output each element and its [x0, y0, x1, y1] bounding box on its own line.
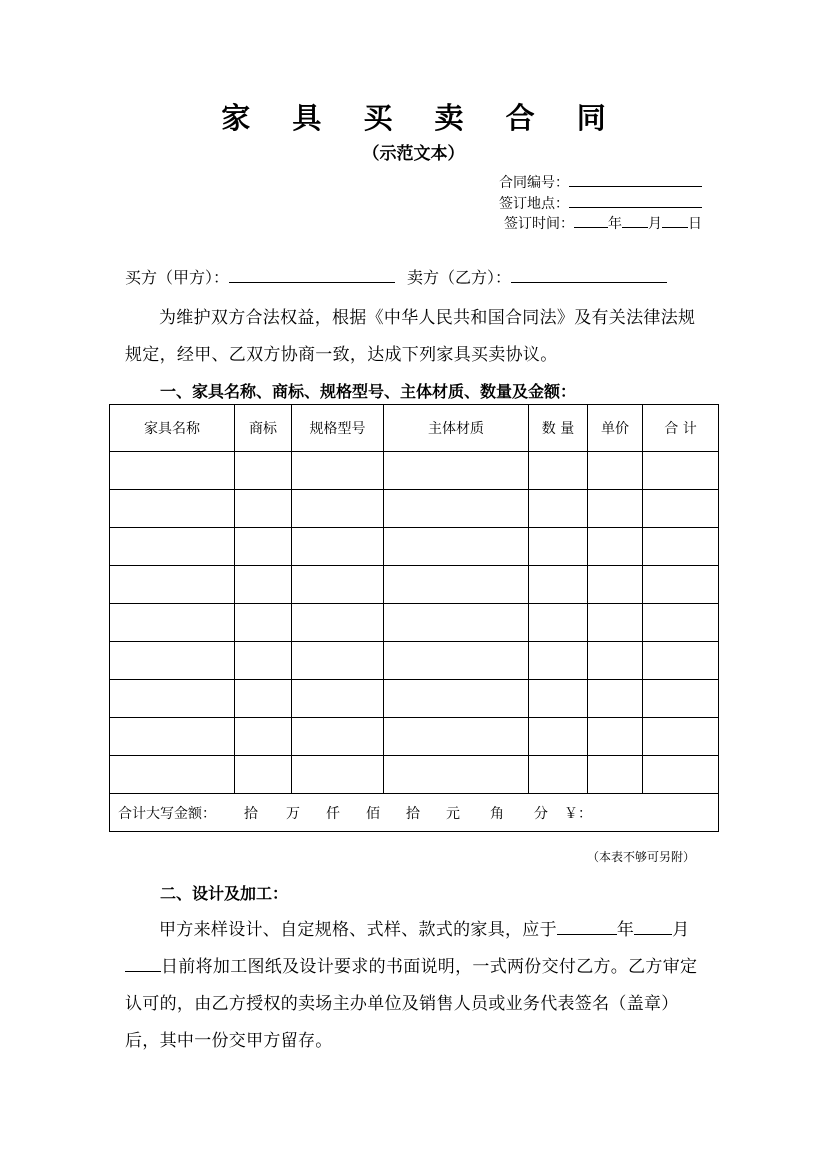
table-cell[interactable]: [384, 566, 529, 604]
table-cell[interactable]: [588, 718, 643, 756]
table-cell[interactable]: [110, 680, 235, 718]
total-row: [110, 794, 719, 832]
table-cell[interactable]: [529, 490, 588, 528]
seller-field[interactable]: [511, 266, 667, 283]
table-cell[interactable]: [384, 452, 529, 490]
table-cell[interactable]: [292, 642, 384, 680]
table-cell[interactable]: [110, 566, 235, 604]
table-cell[interactable]: [384, 718, 529, 756]
table-cell[interactable]: [235, 490, 292, 528]
column-header: 合 计: [643, 405, 719, 452]
table-cell[interactable]: [292, 604, 384, 642]
table-cell[interactable]: [529, 528, 588, 566]
goods-body: [110, 452, 719, 794]
table-cell[interactable]: [643, 756, 719, 794]
table-cell[interactable]: [110, 718, 235, 756]
table-cell[interactable]: [588, 452, 643, 490]
table-cell[interactable]: [110, 452, 235, 490]
table-cell[interactable]: [643, 566, 719, 604]
design-year-field[interactable]: [557, 916, 617, 935]
design-month-field[interactable]: [634, 916, 672, 935]
sign-time-line: [504, 213, 702, 234]
table-cell[interactable]: [643, 680, 719, 718]
table-cell[interactable]: [292, 490, 384, 528]
design-day-field[interactable]: [125, 953, 161, 972]
table-cell[interactable]: [384, 680, 529, 718]
table-cell[interactable]: [110, 756, 235, 794]
table-cell[interactable]: [384, 490, 529, 528]
table-cell[interactable]: [588, 756, 643, 794]
table-cell[interactable]: [529, 642, 588, 680]
table-row: [110, 680, 719, 718]
table-cell[interactable]: [110, 642, 235, 680]
table-row: [110, 756, 719, 794]
table-cell[interactable]: [529, 566, 588, 604]
table-cell[interactable]: [529, 718, 588, 756]
table-cell[interactable]: [384, 528, 529, 566]
total-cell[interactable]: [110, 794, 719, 832]
table-row: [110, 718, 719, 756]
buyer-field[interactable]: [229, 266, 395, 283]
month-label: 月: [648, 216, 662, 232]
table-cell[interactable]: [384, 642, 529, 680]
table-cell[interactable]: [529, 680, 588, 718]
sign-place-field[interactable]: [569, 193, 702, 208]
column-header: 家具名称: [110, 405, 235, 452]
column-header: 商标: [235, 405, 292, 452]
table-cell[interactable]: [235, 604, 292, 642]
table-cell[interactable]: [643, 528, 719, 566]
table-cell[interactable]: [588, 490, 643, 528]
column-header: 规格型号: [292, 405, 384, 452]
section2-text-a: 甲方来样设计、自定规格、式样、款式的家具，应于: [159, 920, 557, 940]
goods-table: [109, 404, 719, 832]
table-row: [110, 604, 719, 642]
table-cell[interactable]: [588, 604, 643, 642]
section2-heading: 二、设计及加工：: [160, 884, 289, 903]
section2-text-b: 日前将加工图纸及设计要求的书面说明，一式两份交付乙方。乙方审定认可的，由乙方授权的卖场主办单位及销售人员或业务代表签名（盖章）后，其中一份交甲方留存。: [125, 957, 698, 1051]
document-title: 家 具 买 卖 合 同: [221, 101, 622, 135]
table-cell[interactable]: [110, 490, 235, 528]
table-cell[interactable]: [235, 642, 292, 680]
contract-number-label: 合同编号：: [499, 175, 569, 191]
table-cell[interactable]: [643, 642, 719, 680]
unit-yen: ￥：: [564, 805, 592, 822]
column-header: 单价: [588, 405, 643, 452]
table-note: （本表不够可另附）: [586, 850, 695, 864]
table-cell[interactable]: [235, 528, 292, 566]
intro-paragraph: 为维护双方合法权益，根据《中华人民共和国合同法》及有关法律法规规定，经甲、乙双方协商一致，达成下列家具买卖协议。: [125, 308, 696, 365]
column-header: 数 量: [529, 405, 588, 452]
table-header-row: [110, 405, 719, 452]
unit-yuan: 元: [446, 805, 460, 822]
sign-time-label: 签订时间：: [504, 216, 574, 232]
table-cell[interactable]: [292, 718, 384, 756]
year-label: 年: [608, 216, 622, 232]
total-label: 合计大写金额：: [118, 805, 216, 822]
table-cell[interactable]: [292, 528, 384, 566]
table-row: [110, 452, 719, 490]
table-cell[interactable]: [588, 528, 643, 566]
table-cell[interactable]: [292, 452, 384, 490]
table-cell[interactable]: [384, 756, 529, 794]
unit-shi-2: 拾: [406, 805, 420, 822]
table-cell[interactable]: [529, 452, 588, 490]
section1-heading: 一、家具名称、商标、规格型号、主体材质、数量及金额：: [160, 382, 577, 401]
sign-month-field[interactable]: [622, 213, 648, 228]
table-cell[interactable]: [643, 718, 719, 756]
table-cell[interactable]: [529, 604, 588, 642]
design-year-label: 年: [616, 920, 635, 940]
table-cell[interactable]: [384, 604, 529, 642]
table-cell[interactable]: [588, 566, 643, 604]
table-cell[interactable]: [110, 604, 235, 642]
unit-bai: 佰: [366, 805, 380, 822]
table-row: [110, 642, 719, 680]
unit-fen: 分: [534, 805, 548, 822]
sign-day-field[interactable]: [662, 213, 688, 228]
table-cell[interactable]: [643, 490, 719, 528]
table-cell[interactable]: [292, 680, 384, 718]
seller-label: 卖方（乙方）：: [407, 268, 512, 287]
table-cell[interactable]: [588, 680, 643, 718]
unit-wan: 万: [286, 805, 300, 822]
buyer-label: 买方（甲方）：: [125, 268, 230, 287]
sign-year-field[interactable]: [574, 213, 608, 228]
table-cell[interactable]: [529, 756, 588, 794]
table-cell[interactable]: [292, 566, 384, 604]
table-cell[interactable]: [235, 452, 292, 490]
sign-place-label: 签订地点：: [499, 196, 569, 212]
table-row: [110, 490, 719, 528]
column-header: 主体材质: [384, 405, 529, 452]
contract-number-field[interactable]: [569, 172, 702, 187]
table-cell[interactable]: [235, 680, 292, 718]
design-month-label: 月: [672, 920, 690, 940]
contract-number-line: [499, 172, 702, 193]
table-cell[interactable]: [292, 756, 384, 794]
table-cell[interactable]: [643, 604, 719, 642]
document-subtitle: （示范文本）: [362, 144, 465, 164]
section2-paragraph: [125, 912, 705, 1060]
table-cell[interactable]: [235, 756, 292, 794]
table-row: [110, 528, 719, 566]
unit-jiao: 角: [490, 805, 504, 822]
day-label: 日: [688, 216, 702, 232]
parties-line: [125, 266, 667, 290]
table-cell[interactable]: [588, 642, 643, 680]
table-cell[interactable]: [235, 718, 292, 756]
unit-shi: 拾: [244, 805, 258, 822]
table-row: [110, 566, 719, 604]
unit-qian: 仟: [326, 805, 340, 822]
table-cell[interactable]: [643, 452, 719, 490]
table-cell[interactable]: [235, 566, 292, 604]
sign-place-line: [499, 193, 702, 214]
table-cell[interactable]: [110, 528, 235, 566]
